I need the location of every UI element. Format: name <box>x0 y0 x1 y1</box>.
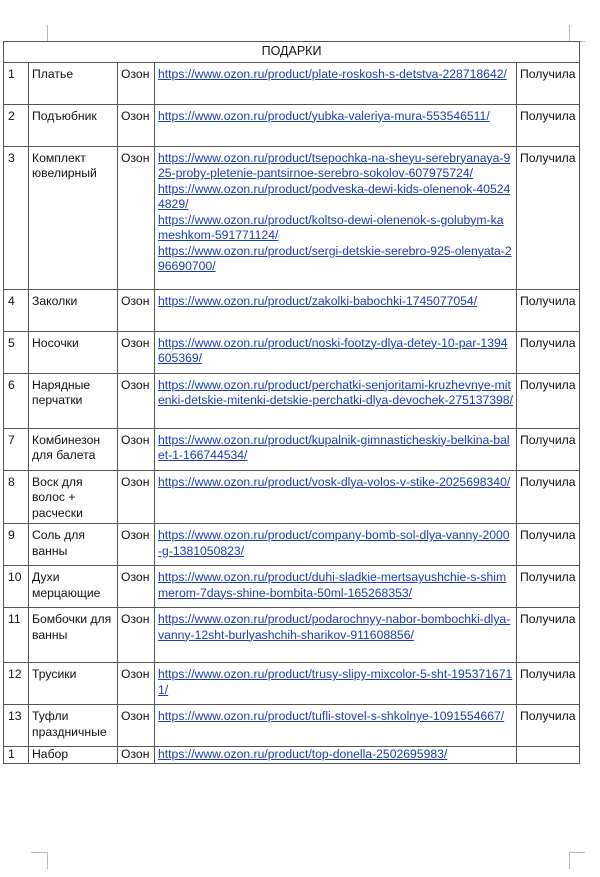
row-number: 7 <box>4 428 29 470</box>
gift-name: Бомбочки для ванны <box>29 608 118 663</box>
product-link[interactable]: https://www.ozon.ru/product/perchatki-senjoritami-kruzhevnye-mitenki-detskie-mitenki-detskie-perchatki-dlya-devochek-275137398/ <box>158 377 513 407</box>
gift-name: Нарядные перчатки <box>29 373 118 428</box>
table-row <box>4 608 580 663</box>
status-text: Получила <box>517 705 580 747</box>
gift-name: Платье <box>29 62 118 104</box>
table-title-row <box>4 42 580 63</box>
status-text: Получила <box>517 470 580 524</box>
table-row <box>4 663 580 705</box>
row-number: 8 <box>4 470 29 524</box>
table-row <box>4 289 580 331</box>
gift-name: Трусики <box>29 663 118 705</box>
gifts-table-container <box>3 41 579 764</box>
row-number: 3 <box>4 146 29 289</box>
product-link[interactable]: https://www.ozon.ru/product/sergi-detskie-serebro-925-olenyata-296690700/ <box>158 243 512 273</box>
store-name: Озон <box>118 663 155 705</box>
table-row <box>4 705 580 747</box>
product-link[interactable]: https://www.ozon.ru/product/koltso-dewi-olenenok-s-golubym-kameshkom-591771124/ <box>158 212 504 242</box>
product-link[interactable]: https://www.ozon.ru/product/noski-footzy-dlya-detey-10-par-1394605369/ <box>158 335 508 365</box>
store-name: Озон <box>118 524 155 566</box>
status-text: Получила <box>517 331 580 373</box>
store-name: Озон <box>118 705 155 747</box>
row-number: 5 <box>4 331 29 373</box>
product-link[interactable]: https://www.ozon.ru/product/yubka-valeriya-mura-553546511/ <box>158 108 490 123</box>
product-link[interactable]: https://www.ozon.ru/product/top-donella-2502695983/ <box>158 747 448 761</box>
store-name: Озон <box>118 62 155 104</box>
table-row <box>4 524 580 566</box>
crop-mark-top-left-v <box>47 25 48 42</box>
row-number: 10 <box>4 566 29 608</box>
product-links-cell <box>155 470 517 524</box>
table-row <box>4 331 580 373</box>
store-name: Озон <box>118 146 155 289</box>
product-links-cell <box>155 331 517 373</box>
table-row <box>4 566 580 608</box>
table-row <box>4 428 580 470</box>
row-number: 1 <box>4 747 29 764</box>
gift-name: Комбинезон для балета <box>29 428 118 470</box>
product-links-cell <box>155 566 517 608</box>
store-name: Озон <box>118 608 155 663</box>
gift-name: Соль для ванны <box>29 524 118 566</box>
gifts-table <box>3 41 580 764</box>
store-name: Озон <box>118 289 155 331</box>
crop-mark-bottom-right-h <box>569 852 585 853</box>
product-links-cell <box>155 705 517 747</box>
product-links-cell <box>155 146 517 289</box>
product-link[interactable]: https://www.ozon.ru/product/vosk-dlya-volos-v-stike-2025698340/ <box>158 474 511 489</box>
gift-name: Туфли праздничные <box>29 705 118 747</box>
product-link[interactable]: https://www.ozon.ru/product/company-bomb-sol-dlya-vanny-2000-g-1381050823/ <box>158 528 510 558</box>
crop-mark-bottom-left-v <box>47 852 48 869</box>
product-link[interactable]: https://www.ozon.ru/product/kupalnik-gimnasticheskiy-belkina-balet-1-166744534/ <box>158 432 510 462</box>
gift-name: Носочки <box>29 331 118 373</box>
store-name: Озон <box>118 428 155 470</box>
crop-mark-top-right-v <box>569 25 570 42</box>
store-name: Озон <box>118 747 155 764</box>
gift-name: Комплект ювелирный <box>29 146 118 289</box>
status-text: Получила <box>517 373 580 428</box>
product-links-cell <box>155 747 517 764</box>
row-number: 11 <box>4 608 29 663</box>
row-number: 6 <box>4 373 29 428</box>
product-link[interactable]: https://www.ozon.ru/product/tufli-stovel-s-shkolnye-1091554667/ <box>158 709 505 723</box>
table-row <box>4 146 580 289</box>
table-body <box>4 62 580 763</box>
status-text: Получила <box>517 146 580 289</box>
table-row <box>4 373 580 428</box>
store-name: Озон <box>118 331 155 373</box>
row-number: 9 <box>4 524 29 566</box>
crop-mark-bottom-left-h <box>31 852 47 853</box>
product-links-cell <box>155 524 517 566</box>
status-text <box>517 747 580 764</box>
store-name: Озон <box>118 373 155 428</box>
status-text: Получила <box>517 289 580 331</box>
table-row <box>4 62 580 104</box>
product-link[interactable]: https://www.ozon.ru/product/plate-roskosh-s-detstva-228718642/ <box>158 66 507 81</box>
row-number: 2 <box>4 104 29 146</box>
product-links-cell <box>155 428 517 470</box>
status-text: Получила <box>517 428 580 470</box>
crop-mark-bottom-right-v <box>569 852 570 869</box>
table-row <box>4 104 580 146</box>
product-link[interactable]: https://www.ozon.ru/product/tsepochka-na-sheyu-serebryanaya-925-proby-pletenie-pantsirnoe-serebro-sokolov-607975724/ <box>158 150 511 180</box>
table-row <box>4 747 580 764</box>
store-name: Озон <box>118 566 155 608</box>
gift-name: Подъюбник <box>29 104 118 146</box>
product-links-cell <box>155 104 517 146</box>
status-text: Получила <box>517 524 580 566</box>
product-links-cell <box>155 373 517 428</box>
gift-name: Духи мерцающие <box>29 566 118 608</box>
product-link[interactable]: https://www.ozon.ru/product/podarochnyy-nabor-bombochki-dlya-vanny-12sht-burlyashchih-sharikov-911608856/ <box>158 612 511 642</box>
status-text: Получила <box>517 104 580 146</box>
row-number: 4 <box>4 289 29 331</box>
table-row <box>4 470 580 524</box>
document-title: ПОДАРКИ <box>4 42 580 63</box>
row-number: 13 <box>4 705 29 747</box>
product-link[interactable]: https://www.ozon.ru/product/zakolki-babochki-1745077054/ <box>158 293 478 308</box>
status-text: Получила <box>517 62 580 104</box>
gift-name: Воск для волос + расчески <box>29 470 118 524</box>
status-text: Получила <box>517 663 580 705</box>
row-number: 1 <box>4 62 29 104</box>
store-name: Озон <box>118 104 155 146</box>
product-links-cell <box>155 608 517 663</box>
status-text: Получила <box>517 608 580 663</box>
product-links-cell <box>155 289 517 331</box>
row-number: 12 <box>4 663 29 705</box>
status-text: Получила <box>517 566 580 608</box>
product-links-cell <box>155 663 517 705</box>
product-link[interactable]: https://www.ozon.ru/product/duhi-sladkie-mertsayushchie-s-shimmerom-7days-shine-bombita-50ml-165268353/ <box>158 570 507 600</box>
store-name: Озон <box>118 470 155 524</box>
product-link[interactable]: https://www.ozon.ru/product/trusy-slipy-mixcolor-5-sht-1953716711/ <box>158 667 513 697</box>
product-link[interactable]: https://www.ozon.ru/product/podveska-dewi-kids-olenenok-405244829/ <box>158 181 511 211</box>
gift-name: Заколки <box>29 289 118 331</box>
product-links-cell <box>155 62 517 104</box>
gift-name: Набор <box>29 747 118 764</box>
